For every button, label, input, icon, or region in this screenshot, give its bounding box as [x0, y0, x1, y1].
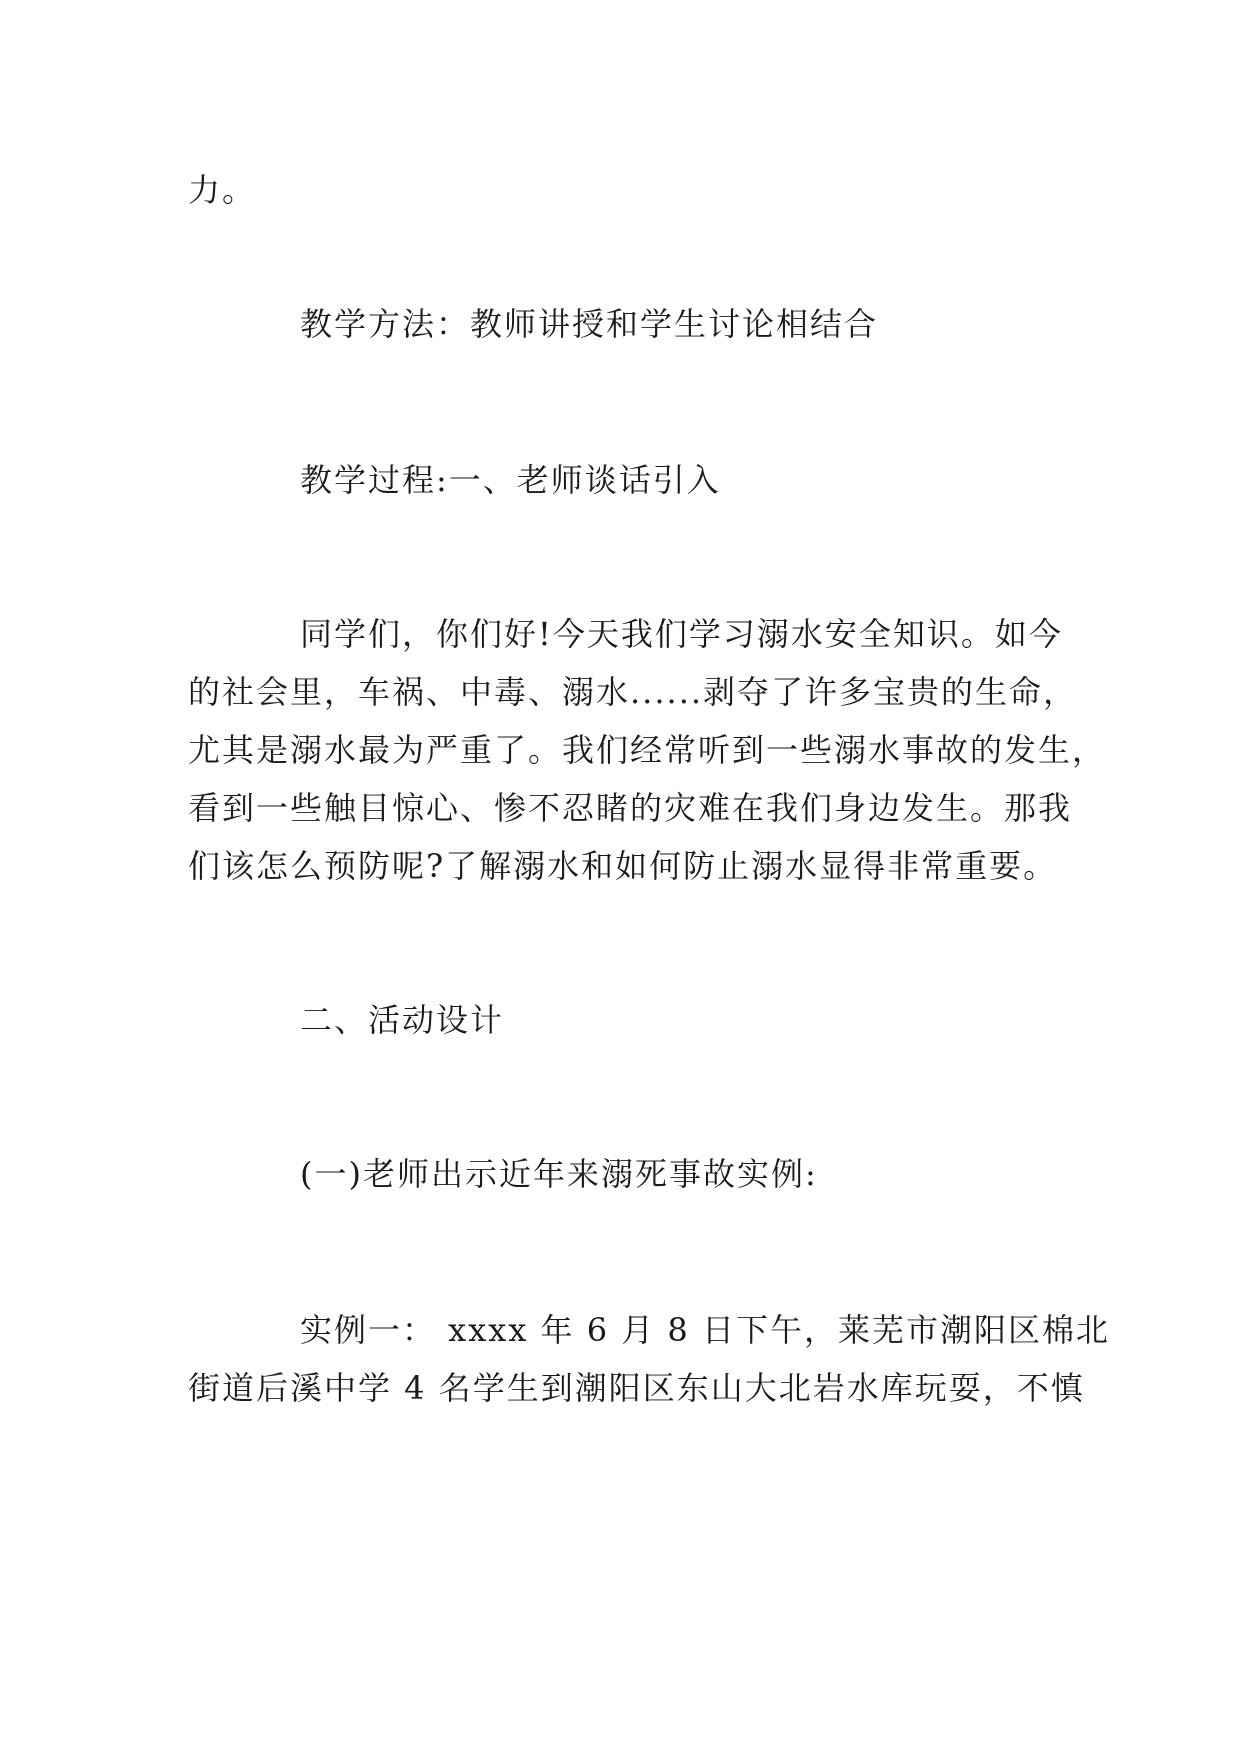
section-heading-activity-design: 二、活动设计 [300, 1001, 505, 1039]
subsection-heading-examples: (一)老师出示近年来溺死事故实例: [300, 1155, 818, 1193]
intro-paragraph-line-3: 尤其是溺水最为严重了。我们经常听到一些溺水事故的发生， [188, 731, 1107, 769]
example-one-line-1: 实例一： xxxx 年 6 月 8 日下午，莱芜市潮阳区棉北 [300, 1311, 1110, 1349]
intro-paragraph-line-5: 们该怎么预防呢?了解溺水和如何防止溺水显得非常重要。 [188, 847, 1058, 885]
intro-paragraph-line-4: 看到一些触目惊心、惨不忍睹的灾难在我们身边发生。那我 [188, 789, 1073, 827]
example-one-line-2: 街道后溪中学 4 名学生到潮阳区东山大北岩水库玩耍，不慎 [188, 1369, 1085, 1407]
text-line-continuation: 力。 [188, 171, 257, 209]
intro-paragraph-line-2: 的社会里，车祸、中毒、溺水......剥夺了许多宝贵的生命， [188, 673, 1078, 711]
teaching-process-line: 教学过程:一、老师谈话引入 [300, 461, 721, 499]
intro-paragraph-line-1: 同学们，你们好!今天我们学习溺水安全知识。如今 [300, 615, 1063, 653]
teaching-method-line: 教学方法：教师讲授和学生讨论相结合 [300, 305, 879, 343]
